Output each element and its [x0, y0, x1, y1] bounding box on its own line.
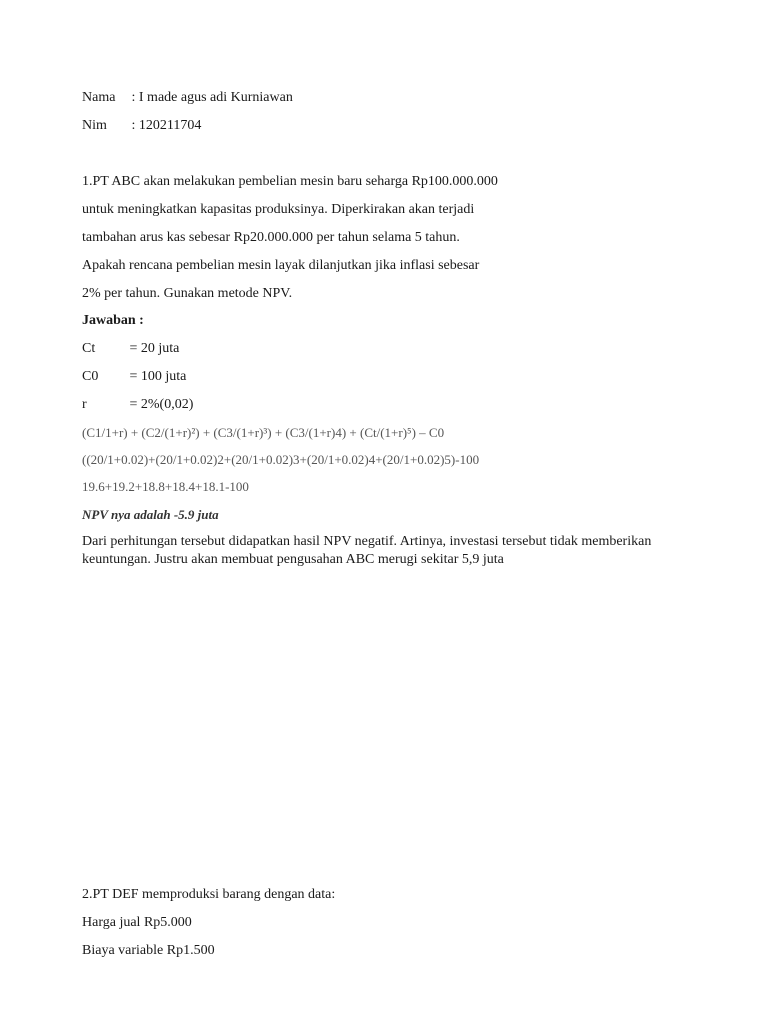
name-line	[82, 89, 293, 107]
nim-label: Nim	[82, 118, 107, 133]
variable-value: = 100 juta	[129, 369, 187, 384]
question1-line: Apakah rencana pembelian mesin layak dilanjutkan jika inflasi sebesar	[82, 258, 480, 273]
npv-formula: (C1/1+r) + (C2/(1+r)²) + (C3/(1+r)³) + (C3/(1+r)4) + (Ct/(1+r)⁵) – C0	[82, 425, 445, 440]
question1-line: tambahan arus kas sebesar Rp20.000.000 per tahun selama 5 tahun.	[82, 230, 460, 245]
variable-line	[82, 368, 186, 386]
question2-line: Biaya variable Rp1.500	[82, 943, 215, 958]
variable-value: = 20 juta	[129, 341, 180, 356]
variable-name: Ct	[82, 341, 96, 356]
question2-line: 2.PT DEF memproduksi barang dengan data:	[82, 887, 336, 902]
answer-heading: Jawaban :	[82, 313, 144, 328]
nim-line	[82, 117, 201, 135]
variable-value: = 2%(0,02)	[129, 397, 194, 412]
conclusion-paragraph: Dari perhitungan tersebut didapatkan hasil NPV negatif. Artinya, investasi tersebut tidak memberikan keuntungan. Justru akan membuat pengusahan ABC merugi sekitar 5,9 juta	[82, 534, 652, 567]
npv-substitution: ((20/1+0.02)+(20/1+0.02)2+(20/1+0.02)3+(20/1+0.02)4+(20/1+0.02)5)-100	[82, 452, 480, 467]
npv-sum: 19.6+19.2+18.8+18.4+18.1-100	[82, 479, 249, 494]
question1-line: 2% per tahun. Gunakan metode NPV.	[82, 286, 293, 301]
nim-value: : 120211704	[131, 118, 202, 133]
question2-line: Harga jual Rp5.000	[82, 915, 192, 930]
variable-name: C0	[82, 369, 99, 384]
variable-line	[82, 396, 193, 414]
variable-name: r	[82, 397, 87, 412]
variable-line	[82, 340, 179, 358]
npv-result: NPV nya adalah -5.9 juta	[82, 507, 219, 522]
name-value: : I made agus adi Kurniawan	[131, 90, 293, 105]
question1-line: untuk meningkatkan kapasitas produksinya. Diperkirakan akan terjadi	[82, 202, 475, 217]
question1-line: 1.PT ABC akan melakukan pembelian mesin baru seharga Rp100.000.000	[82, 174, 498, 189]
name-label: Nama	[82, 90, 116, 105]
